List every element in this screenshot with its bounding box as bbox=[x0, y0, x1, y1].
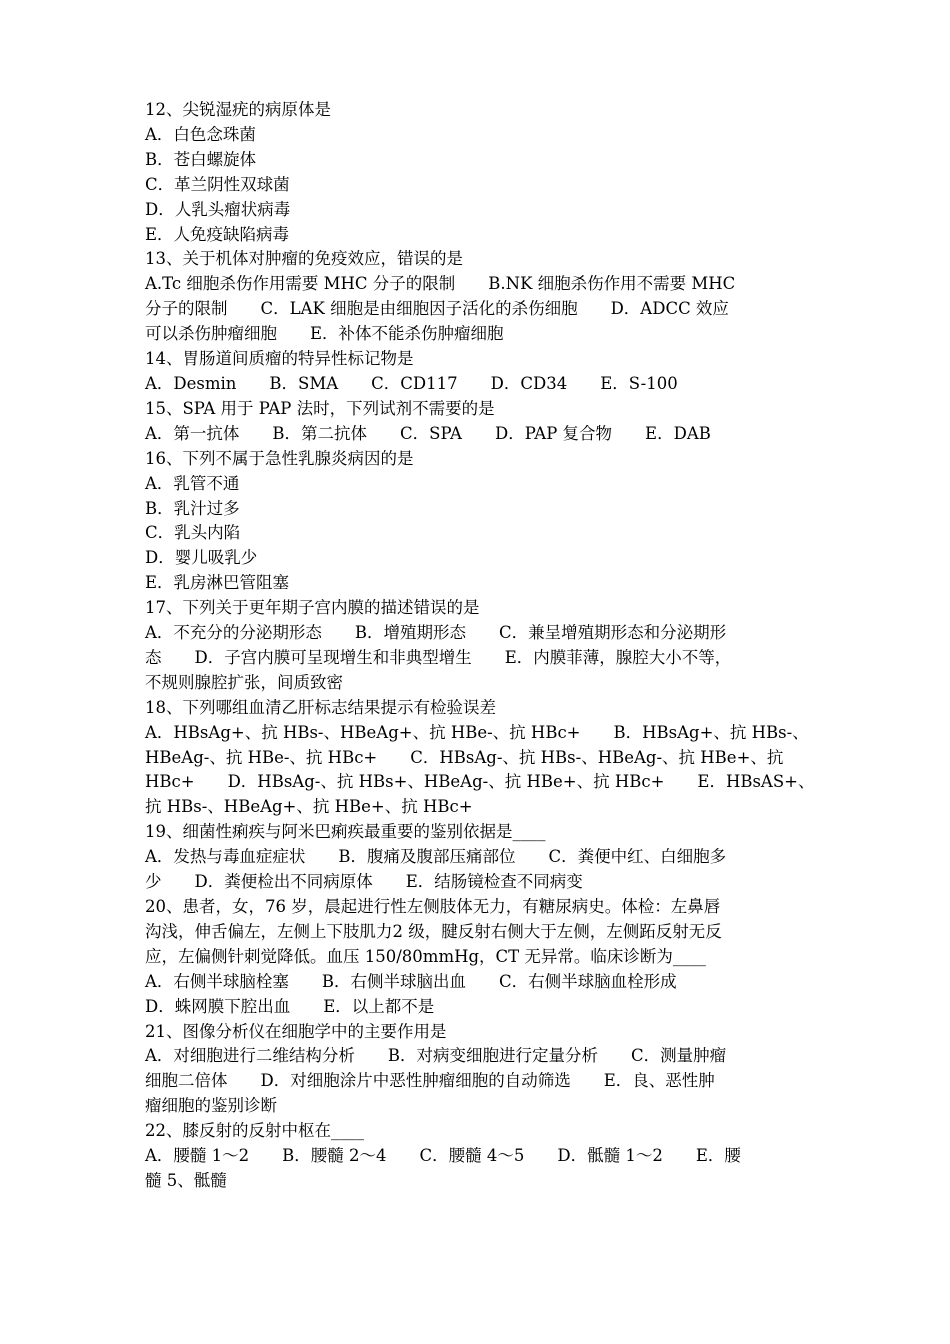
question-13 bbox=[145, 247, 810, 347]
question-stem: 18、下列哪组血清乙肝标志结果提示有检验误差 bbox=[145, 697, 496, 717]
question-stem: 17、下列关于更年期子宫内膜的描述错误的是 bbox=[145, 598, 480, 618]
question-stem: 21、图像分析仪在细胞学中的主要作用是 bbox=[145, 1021, 447, 1041]
question-21 bbox=[145, 1020, 810, 1120]
option-a: A．白色念珠菌 bbox=[145, 124, 256, 144]
options-line: A．第一抗体 B．第二抗体 C．SPA D．PAP 复合物 E．DAB bbox=[145, 423, 711, 443]
options-line: A．Desmin B．SMA C．CD117 D．CD34 E．S-100 bbox=[145, 373, 678, 393]
question-12 bbox=[145, 98, 810, 247]
stem-continuation: 沟浅，伸舌偏左，左侧上下肢肌力2 级，腱反射右侧大于左侧，左侧跖反射无反 bbox=[145, 921, 722, 941]
question-14 bbox=[145, 347, 810, 397]
stem-continuation: 应，左偏侧针刺觉降低。血压 150/80mmHg，CT 无异常。临床诊断为____ bbox=[145, 946, 706, 966]
options-line: 态 D．子宫内膜可呈现增生和非典型增生 E．内膜菲薄，腺腔大小不等， bbox=[145, 647, 732, 667]
options-line: A．右侧半球脑栓塞 B．右侧半球脑出血 C．右侧半球脑血栓形成 bbox=[145, 971, 677, 991]
option-e: E．人免疫缺陷病毒 bbox=[145, 224, 290, 244]
option-c: C．革兰阴性双球菌 bbox=[145, 174, 290, 194]
options-line: A．腰髓 1～2 B．腰髓 2～4 C．腰髓 4～5 D．骶髓 1～2 E．腰 bbox=[145, 1146, 741, 1166]
question-22 bbox=[145, 1119, 810, 1194]
question-stem: 14、胃肠道间质瘤的特异性标记物是 bbox=[145, 349, 414, 369]
document-page bbox=[145, 98, 815, 1194]
question-stem: 19、细菌性痢疾与阿米巴痢疾最重要的鉴别依据是____ bbox=[145, 822, 546, 842]
options-line: A．HBsAg+、抗 HBs-、HBeAg+、抗 HBe-、抗 HBc+ B．HBsAg+、抗 HBs-、 bbox=[145, 722, 809, 742]
options-line: 少 D．粪便检出不同病原体 E．结肠镜检查不同病变 bbox=[145, 872, 583, 892]
options-line: 可以杀伤肿瘤细胞 E．补体不能杀伤肿瘤细胞 bbox=[145, 324, 504, 344]
question-20 bbox=[145, 895, 810, 1020]
option-b: B．乳汁过多 bbox=[145, 498, 240, 518]
options-line: 髓 5、骶髓 bbox=[145, 1170, 227, 1190]
options-line: 分子的限制 C．LAK 细胞是由细胞因子活化的杀伤细胞 D．ADCC 效应 bbox=[145, 299, 729, 319]
option-c: C．乳头内陷 bbox=[145, 523, 241, 543]
options-line: 不规则腺腔扩张，间质致密 bbox=[145, 672, 343, 692]
question-stem: 13、关于机体对肿瘤的免疫效应，错误的是 bbox=[145, 249, 463, 269]
options-line: A.Tc 细胞杀伤作用需要 MHC 分子的限制 B.NK 细胞杀伤作用不需要 MHC bbox=[145, 274, 736, 294]
question-19 bbox=[145, 820, 810, 895]
options-line: HBc+ D．HBsAg-、抗 HBs+、HBeAg-、抗 HBe+、抗 HBc+ E．HBsAS+、 bbox=[145, 772, 815, 792]
options-line: 细胞二倍体 D．对细胞涂片中恶性肿瘤细胞的自动筛选 E．良、恶性肿 bbox=[145, 1071, 715, 1091]
options-line: 瘤细胞的鉴别诊断 bbox=[145, 1096, 277, 1116]
question-17 bbox=[145, 596, 810, 696]
option-d: D．婴儿吸乳少 bbox=[145, 548, 258, 568]
question-18 bbox=[145, 696, 815, 821]
options-line: 抗 HBs-、HBeAg+、抗 HBe+、抗 HBc+ bbox=[145, 797, 473, 817]
options-line: A．对细胞进行二维结构分析 B．对病变细胞进行定量分析 C．测量肿瘤 bbox=[145, 1046, 727, 1066]
question-stem: 15、SPA 用于 PAP 法时，下列试剂不需要的是 bbox=[145, 398, 495, 418]
question-stem: 16、下列不属于急性乳腺炎病因的是 bbox=[145, 448, 414, 468]
options-line: A．不充分的分泌期形态 B．增殖期形态 C．兼呈增殖期形态和分泌期形 bbox=[145, 623, 727, 643]
question-stem: 12、尖锐湿疣的病原体是 bbox=[145, 100, 331, 119]
option-b: B．苍白螺旋体 bbox=[145, 149, 257, 169]
question-stem: 20、患者，女，76 岁，晨起进行性左侧肢体无力，有糖尿病史。体检：左鼻唇 bbox=[145, 897, 721, 916]
question-16 bbox=[145, 447, 810, 596]
question-15 bbox=[145, 397, 810, 447]
options-line: HBeAg-、抗 HBe-、抗 HBc+ C．HBsAg-、抗 HBs-、HBeAg-、抗 HBe+、抗 bbox=[145, 747, 784, 767]
option-a: A．乳管不通 bbox=[145, 473, 240, 493]
options-line: D．蛛网膜下腔出血 E．以上都不是 bbox=[145, 996, 435, 1016]
question-stem: 22、膝反射的反射中枢在____ bbox=[145, 1121, 364, 1141]
option-e: E．乳房淋巴管阻塞 bbox=[145, 573, 290, 593]
options-line: A．发热与毒血症症状 B．腹痛及腹部压痛部位 C．粪便中红、白细胞多 bbox=[145, 847, 727, 867]
option-d: D．人乳头瘤状病毒 bbox=[145, 199, 291, 219]
